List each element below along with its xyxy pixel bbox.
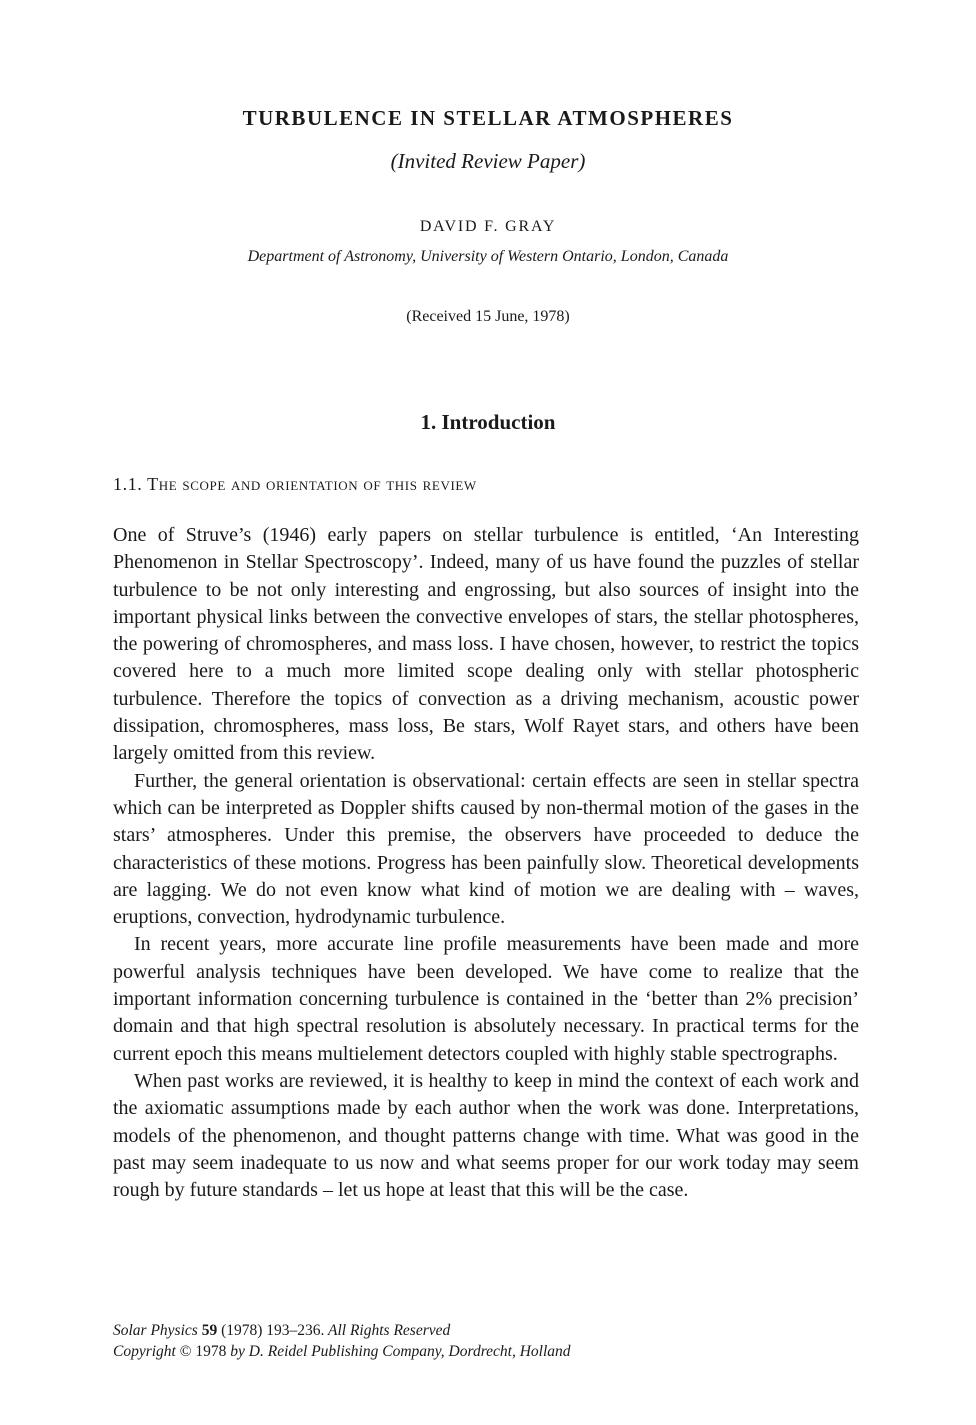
section-heading: 1. Introduction <box>420 410 556 434</box>
paragraph-3: In recent years, more accurate line profile measurements have been made and more powerful analysis techniques have been developed. We have come to realize that the important information concerning turbulence is contained in the ‘better than 2% precision’ domain and that high spectral resolution is absolutely necessary. In practical terms for the current epoch this means multielement detectors coupled with highly stable spectrographs. <box>113 933 859 1065</box>
footer-citation <box>113 1320 571 1362</box>
paragraph-2: Further, the general orientation is observational: certain effects are seen in stellar spectra which can be interpreted as Doppler shifts caused by non-thermal motion of the gases in the stars’ atmospheres. Under this premise, the observers have proceeded to deduce the characteristics of these motions. Progress has been painfully slow. Theoretical developments are lagging. We do not even know what kind of motion we are dealing with – waves, eruptions, convection, hydrodynamic turbulence. <box>113 769 859 929</box>
journal-line <box>113 1320 571 1341</box>
copyright-label: Copyright <box>113 1343 176 1360</box>
publisher: by D. Reidel Publishing Company, Dordrecht, Holland <box>230 1343 571 1360</box>
paragraph-4: When past works are reviewed, it is healthy to keep in mind the context of each work and the axiomatic assumptions made by each author when the work was done. Interpretations, models of the phenomenon, and thought patterns change with time. What was good in the past may seem inadequate to us now and what seems proper for our work today may seem rough by future standards – let us hope at least that this will be the case. <box>113 1069 859 1202</box>
journal-year-pages: (1978) 193–236. <box>221 1322 325 1339</box>
paragraph-1: One of Struve’s (1946) early papers on stellar turbulence is entitled, ‘An Interesting Phenomenon in Stellar Spectroscopy’. Indeed, many of us have found the puzzles of stellar turbulence to be not only interesting and engrossing, but also sources of insight into the important physical links between the convective envelopes of stars, the stellar photospheres, the powering of chromospheres, and mass loss. I have chosen, however, to restrict the topics covered here to a much more limited scope dealing only with stellar photospheric turbulence. Therefore the topics of convection as a driving mechanism, acoustic power dissipation, chromospheres, mass loss, Be stars, Wolf Rayet stars, and others have been largely omitted from this review. <box>113 524 859 765</box>
journal-name: Solar Physics <box>113 1322 198 1339</box>
subsection-heading: 1.1. The scope and orientation of this review <box>113 474 477 494</box>
rights-reserved: All Rights Reserved <box>328 1322 451 1339</box>
paper-title: TURBULENCE IN STELLAR ATMOSPHERES <box>242 106 734 130</box>
author-affiliation: Department of Astronomy, University of Western Ontario, London, Canada <box>247 248 729 265</box>
copyright-symbol: © <box>179 1343 192 1360</box>
body-text <box>113 522 859 1204</box>
copyright-line <box>113 1341 571 1362</box>
author-name: DAVID F. GRAY <box>419 218 557 235</box>
journal-volume: 59 <box>201 1322 218 1339</box>
received-date: (Received 15 June, 1978) <box>406 308 570 325</box>
copyright-year: 1978 <box>195 1343 227 1360</box>
paper-subtitle: (Invited Review Paper) <box>390 149 586 173</box>
